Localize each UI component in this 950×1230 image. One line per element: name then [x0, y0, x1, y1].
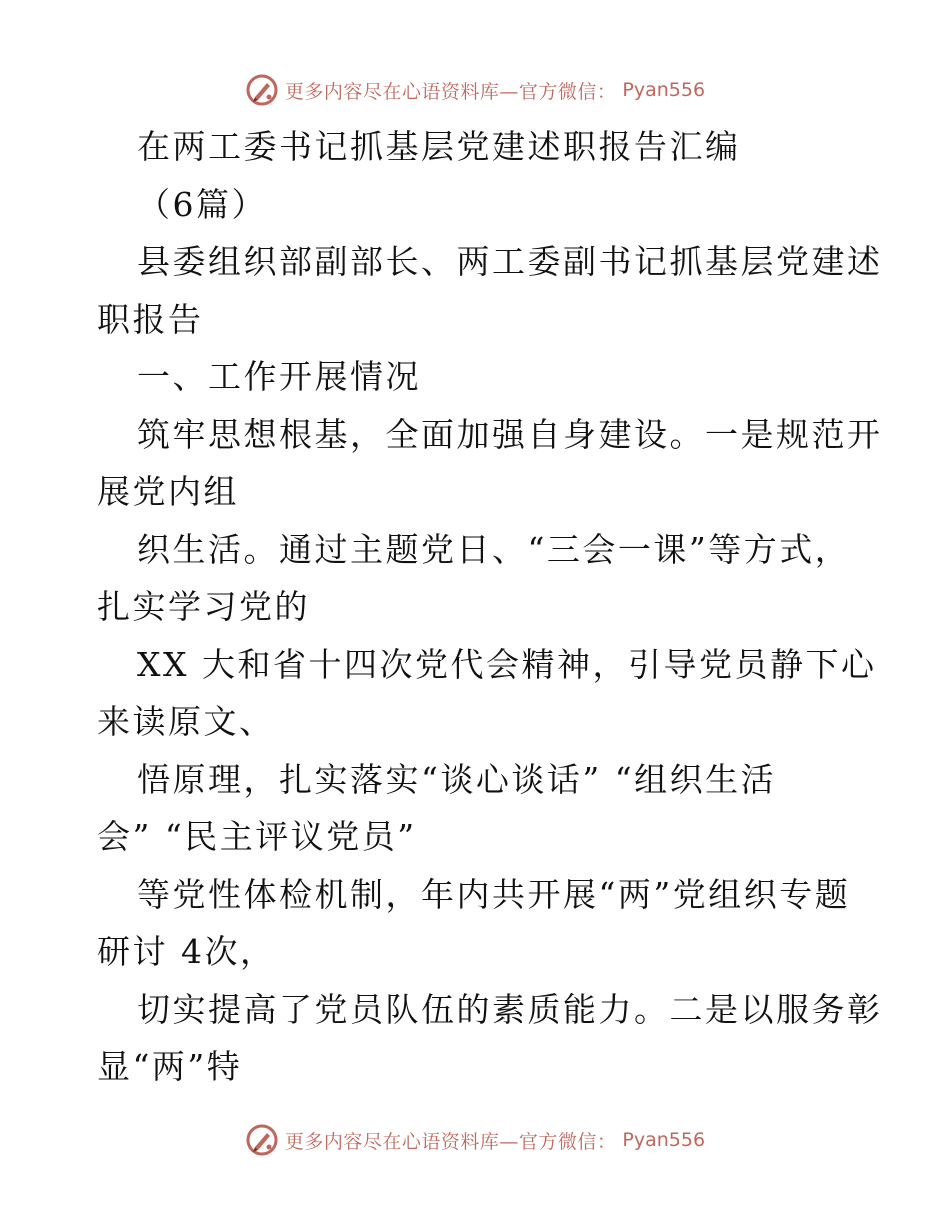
paragraph-line: 切实提高了党员队伍的素质能力。二是以服务彰 [137, 989, 883, 1029]
paragraph-line: 织生活。通过主题党日、“三会一课”等方式， [137, 529, 851, 569]
watermark-banner-bottom [0, 1120, 950, 1160]
paragraph-line: 来读原文、 [97, 702, 275, 741]
pen-seal-logo-icon [245, 73, 279, 107]
paragraph-line: XX 大和省十四次党代会精神，引导党员静下心 [137, 644, 877, 684]
document-body [97, 118, 887, 1096]
paragraph-line: 筑牢思想根基，全面加强自身建设。一是规范开 [137, 414, 883, 454]
paragraph-line: 显“两”特 [97, 1047, 243, 1086]
document-title-line-1: 在两工委书记抓基层党建述职报告汇编 [137, 127, 741, 166]
subsection-heading: 一、工作开展情况 [137, 357, 421, 396]
paragraph-line: 会” “民主评议党员” [97, 817, 417, 856]
watermark-wechat-id: Pyan556 [622, 79, 706, 101]
watermark-banner-top [0, 70, 950, 110]
paragraph-line: 悟原理，扎实落实“谈心谈话” “组织生活 [137, 759, 777, 799]
watermark-wechat-id: Pyan556 [622, 1129, 706, 1151]
watermark-text: 更多内容尽在心语资料库—官方微信： [284, 80, 617, 103]
paragraph-line: 等党性体检机制，年内共开展“两”党组织专题 [137, 874, 851, 914]
section-heading-line-1: 县委组织部副部长、两工委副书记抓基层党建述 [137, 242, 883, 281]
pen-seal-logo-icon [245, 1123, 279, 1157]
document-title-line-2: （6篇） [137, 184, 267, 224]
watermark-text: 更多内容尽在心语资料库—官方微信： [284, 1130, 617, 1153]
section-heading-line-2: 职报告 [97, 299, 204, 339]
paragraph-line: 展党内组 [97, 472, 239, 511]
paragraph-line: 扎实学习党的 [97, 587, 310, 626]
paragraph-line: 研讨 4次， [97, 932, 276, 971]
